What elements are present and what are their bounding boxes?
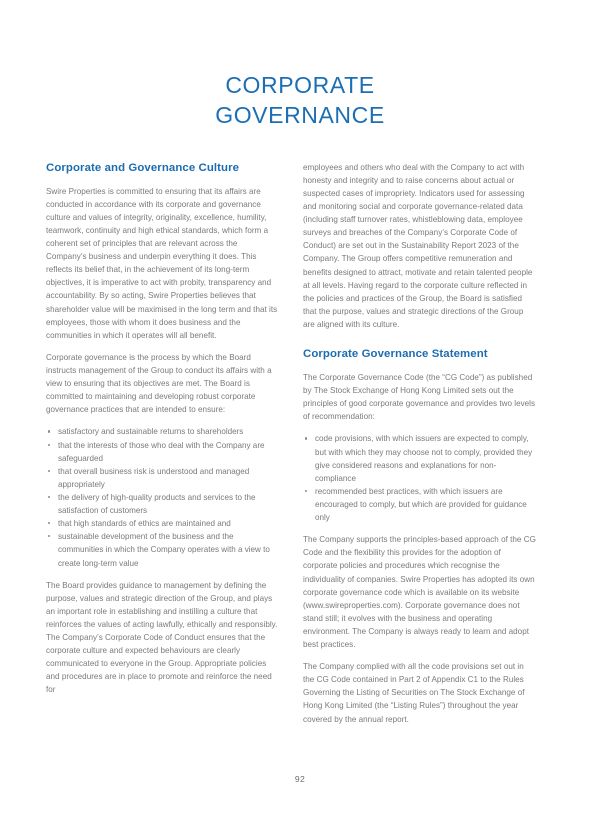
paragraph: The Company complied with all the code provisions set out in the CG Code contained in Part 2 of Appendix C1 to the Rules Governing the Listing of Securities on The Stock Exchange of Hong Kong Limited (the “Listing Rules”) throughout the year covered by the annual report. — [303, 662, 525, 724]
list-item: code provisions, with which issuers are expected to comply, but with which they may choose not to comply, provided they give considered reasons and explanations for non-compliance — [303, 432, 536, 484]
left-column — [46, 161, 279, 735]
two-column-body — [0, 161, 600, 735]
page-title — [0, 0, 600, 131]
list-item: that high standards of ethics are maintained and — [46, 517, 279, 530]
page-title-line-1: CORPORATE — [225, 72, 375, 98]
paragraph: employees and others who deal with the Company to act with honesty and integrity and to raise concerns about actual or suspected cases of impropriety. Indicators used for assessing and monitoring social and corporate governance-related data (including staff turnover rates, whistleblowing data, employee surveys and breaches of the Company’s Corporate Code of Conduct) are set out in the Sustainability Report 2023 of the Company. The Group offers competitive remuneration and benefits designed to attract, motivate and retain talented people at all levels. Having regard to the corporate culture reflected in the policies and practices of the Group, the Board is satisfied that the purpose, values and strategic directions of the Group are aligned with its culture. — [303, 162, 533, 330]
list-item: that the interests of those who deal with the Company are safeguarded — [46, 439, 279, 465]
bullet-list-governance-aims — [46, 425, 279, 569]
list-item: sustainable development of the business and the communities in which the Company operates with a view to create long-term value — [46, 530, 279, 569]
bullet-list-recommendation-levels — [303, 432, 536, 524]
page-number: 92 — [294, 774, 306, 784]
list-item: the delivery of high-quality products and services to the satisfaction of customers — [46, 491, 279, 517]
page-title-line-2: GOVERNANCE — [215, 102, 385, 129]
paragraph: The Company supports the principles-based approach of the CG Code and the flexibility this provides for the adoption of corporate policies and procedures which recognise the individuality of companies. Swire Properties has adopted its own corporate governance code which is available on its website (www.swireproperties.com). Corporate governance does not stand still; it evolves with the business and operating environment. The Company is always ready to learn and adopt best practices. — [303, 535, 536, 650]
section-heading-corporate-governance-statement: Corporate Governance Statement — [303, 348, 488, 361]
list-item: satisfactory and sustainable returns to shareholders — [46, 425, 279, 438]
section-heading-corporate-and-governance-culture: Corporate and Governance Culture — [46, 161, 240, 174]
right-column — [303, 161, 536, 735]
paragraph: The Corporate Governance Code (the “CG Code”) as published by The Stock Exchange of Hong Kong Limited sets out the principles of good corporate governance and provides two levels of recommendation: — [303, 372, 536, 422]
list-item: recommended best practices, with which issuers are encouraged to comply, but which are provided for guidance only — [303, 485, 536, 524]
paragraph: Swire Properties is committed to ensuring that its affairs are conducted in accordance with its corporate and governance culture and values of integrity, originality, excellence, humility, teamwork, continuity and high ethical standards, which form a coherent set of principles that are relevant across the Company’s business and underpin everything it does. This reflects its belief that, in the achievement of its long-term objectives, it is imperative to act with probity, transparency and accountability. By so acting, Swire Properties believes that shareholder value will be maximised in the long term and that its employees, those with whom it does business and the communities in which it operates will all benefit. — [46, 186, 278, 340]
list-item: that overall business risk is understood and managed appropriately — [46, 465, 279, 491]
paragraph: The Board provides guidance to management by defining the purpose, values and strategic direction of the Group, and plays an important role in establishing and instilling a culture that reinforces the values of acting lawfully, ethically and responsibly. The Company’s Corporate Code of Conduct ensures that the corporate culture and expected behaviours are clearly communicated to everyone in the Group. Appropriate policies and procedures are in place to promote and reinforce the need for — [46, 580, 278, 695]
paragraph: Corporate governance is the process by which the Board instructs management of the Group to conduct its affairs with a view to ensuring that its objectives are met. The Board is committed to maintaining and developing robust corporate governance practices that are intended to ensure: — [46, 352, 272, 415]
